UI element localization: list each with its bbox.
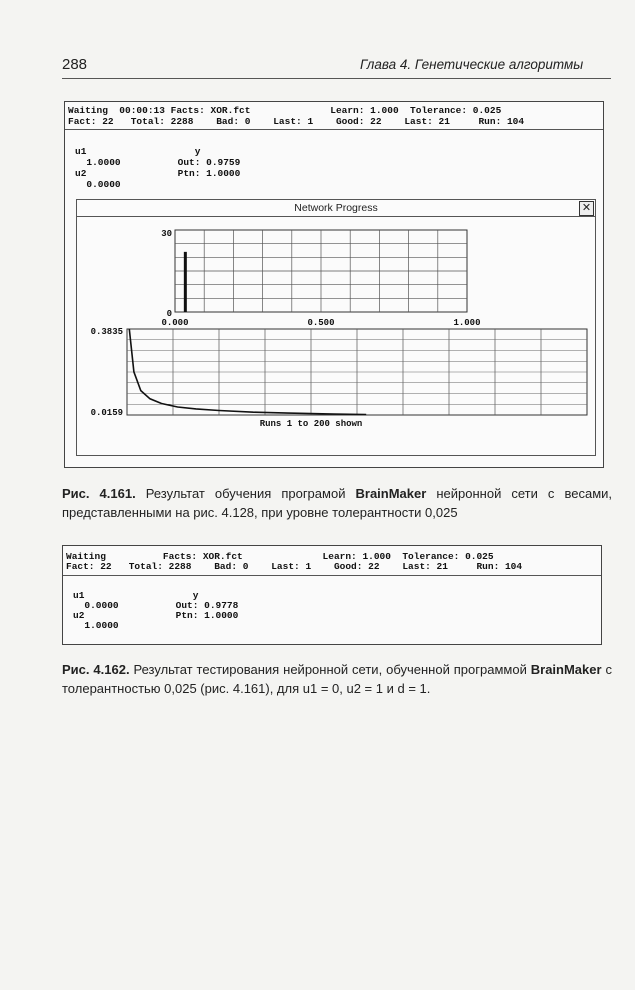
var-line-4: 0.0000	[75, 179, 121, 190]
hist-xtick-label: 0.500	[307, 318, 335, 328]
close-icon[interactable]: ✕	[579, 201, 594, 216]
error-chart-caption: Runs 1 to 200 shown	[259, 419, 363, 429]
error-ytick-label: 0.3835	[90, 327, 123, 337]
status-line-2: Fact: 22 Total: 2288 Bad: 0 Last: 1 Good: 22 Last: 21 Run: 104	[66, 561, 523, 572]
status-separator	[63, 575, 601, 576]
hist-ytick-label: 30	[161, 229, 172, 239]
var-line-1: u1 y	[75, 146, 201, 157]
hist-xtick-label: 1.000	[453, 318, 481, 328]
caption-label: Рис. 4.161.	[62, 486, 136, 501]
status-line-2: Fact: 22 Total: 2288 Bad: 0 Last: 1 Good: 22 Last: 21 Run: 104	[68, 116, 525, 127]
hist-xtick-label: 0.000	[161, 318, 189, 328]
progress-charts	[77, 217, 595, 455]
var-line-3: u2 Ptn: 1.0000	[75, 168, 241, 179]
error-chart	[91, 327, 587, 429]
var-line-2: 0.0000 Out: 0.9778	[73, 600, 239, 611]
status-line-1: Waiting 00:00:13 Facts: XOR.fct Learn: 1.000 Tolerance: 0.025	[68, 105, 502, 116]
caption-text-1: Результат обучения програмой	[135, 486, 356, 501]
error-ytick-label: 0.0159	[90, 408, 123, 418]
caption-label: Рис. 4.162.	[62, 662, 130, 677]
caption-text-1: Результат тестирования нейронной сети, обученной программой	[129, 662, 531, 677]
network-progress-window	[76, 199, 596, 456]
var-line-2: 1.0000 Out: 0.9759	[75, 157, 241, 168]
status-line-1: Waiting Facts: XOR.fct Learn: 1.000 Tolerance: 0.025	[66, 551, 494, 562]
var-line-4: 1.0000	[73, 620, 119, 631]
histogram-chart	[161, 229, 480, 328]
hist-bar	[184, 252, 187, 312]
var-line-1: u1 y	[73, 590, 199, 601]
var-line-3: u2 Ptn: 1.0000	[73, 610, 239, 621]
caption-text-2: нейронной сети с весами, представленными на рис. 4.128, при уровне толерантности 0,025	[62, 486, 613, 520]
figure-4-161-caption	[62, 484, 612, 522]
caption-program: BrainMaker	[530, 662, 602, 677]
caption-text-2: с толерантностью 0,025 (рис. 4.161), для u1 = 0, u2 = 1 и d = 1.	[62, 662, 612, 696]
chapter-title: Глава 4. Генетические алгоритмы	[360, 57, 584, 72]
status-separator	[65, 129, 603, 130]
window-title: Network Progress	[77, 200, 595, 217]
brainmaker-testing-screen	[62, 545, 602, 645]
header-rule	[62, 78, 611, 79]
caption-program: BrainMaker	[355, 486, 427, 501]
page-number: 288	[62, 56, 88, 73]
hist-ytick-label: 0	[166, 309, 172, 319]
figure-4-162-caption	[62, 660, 612, 698]
